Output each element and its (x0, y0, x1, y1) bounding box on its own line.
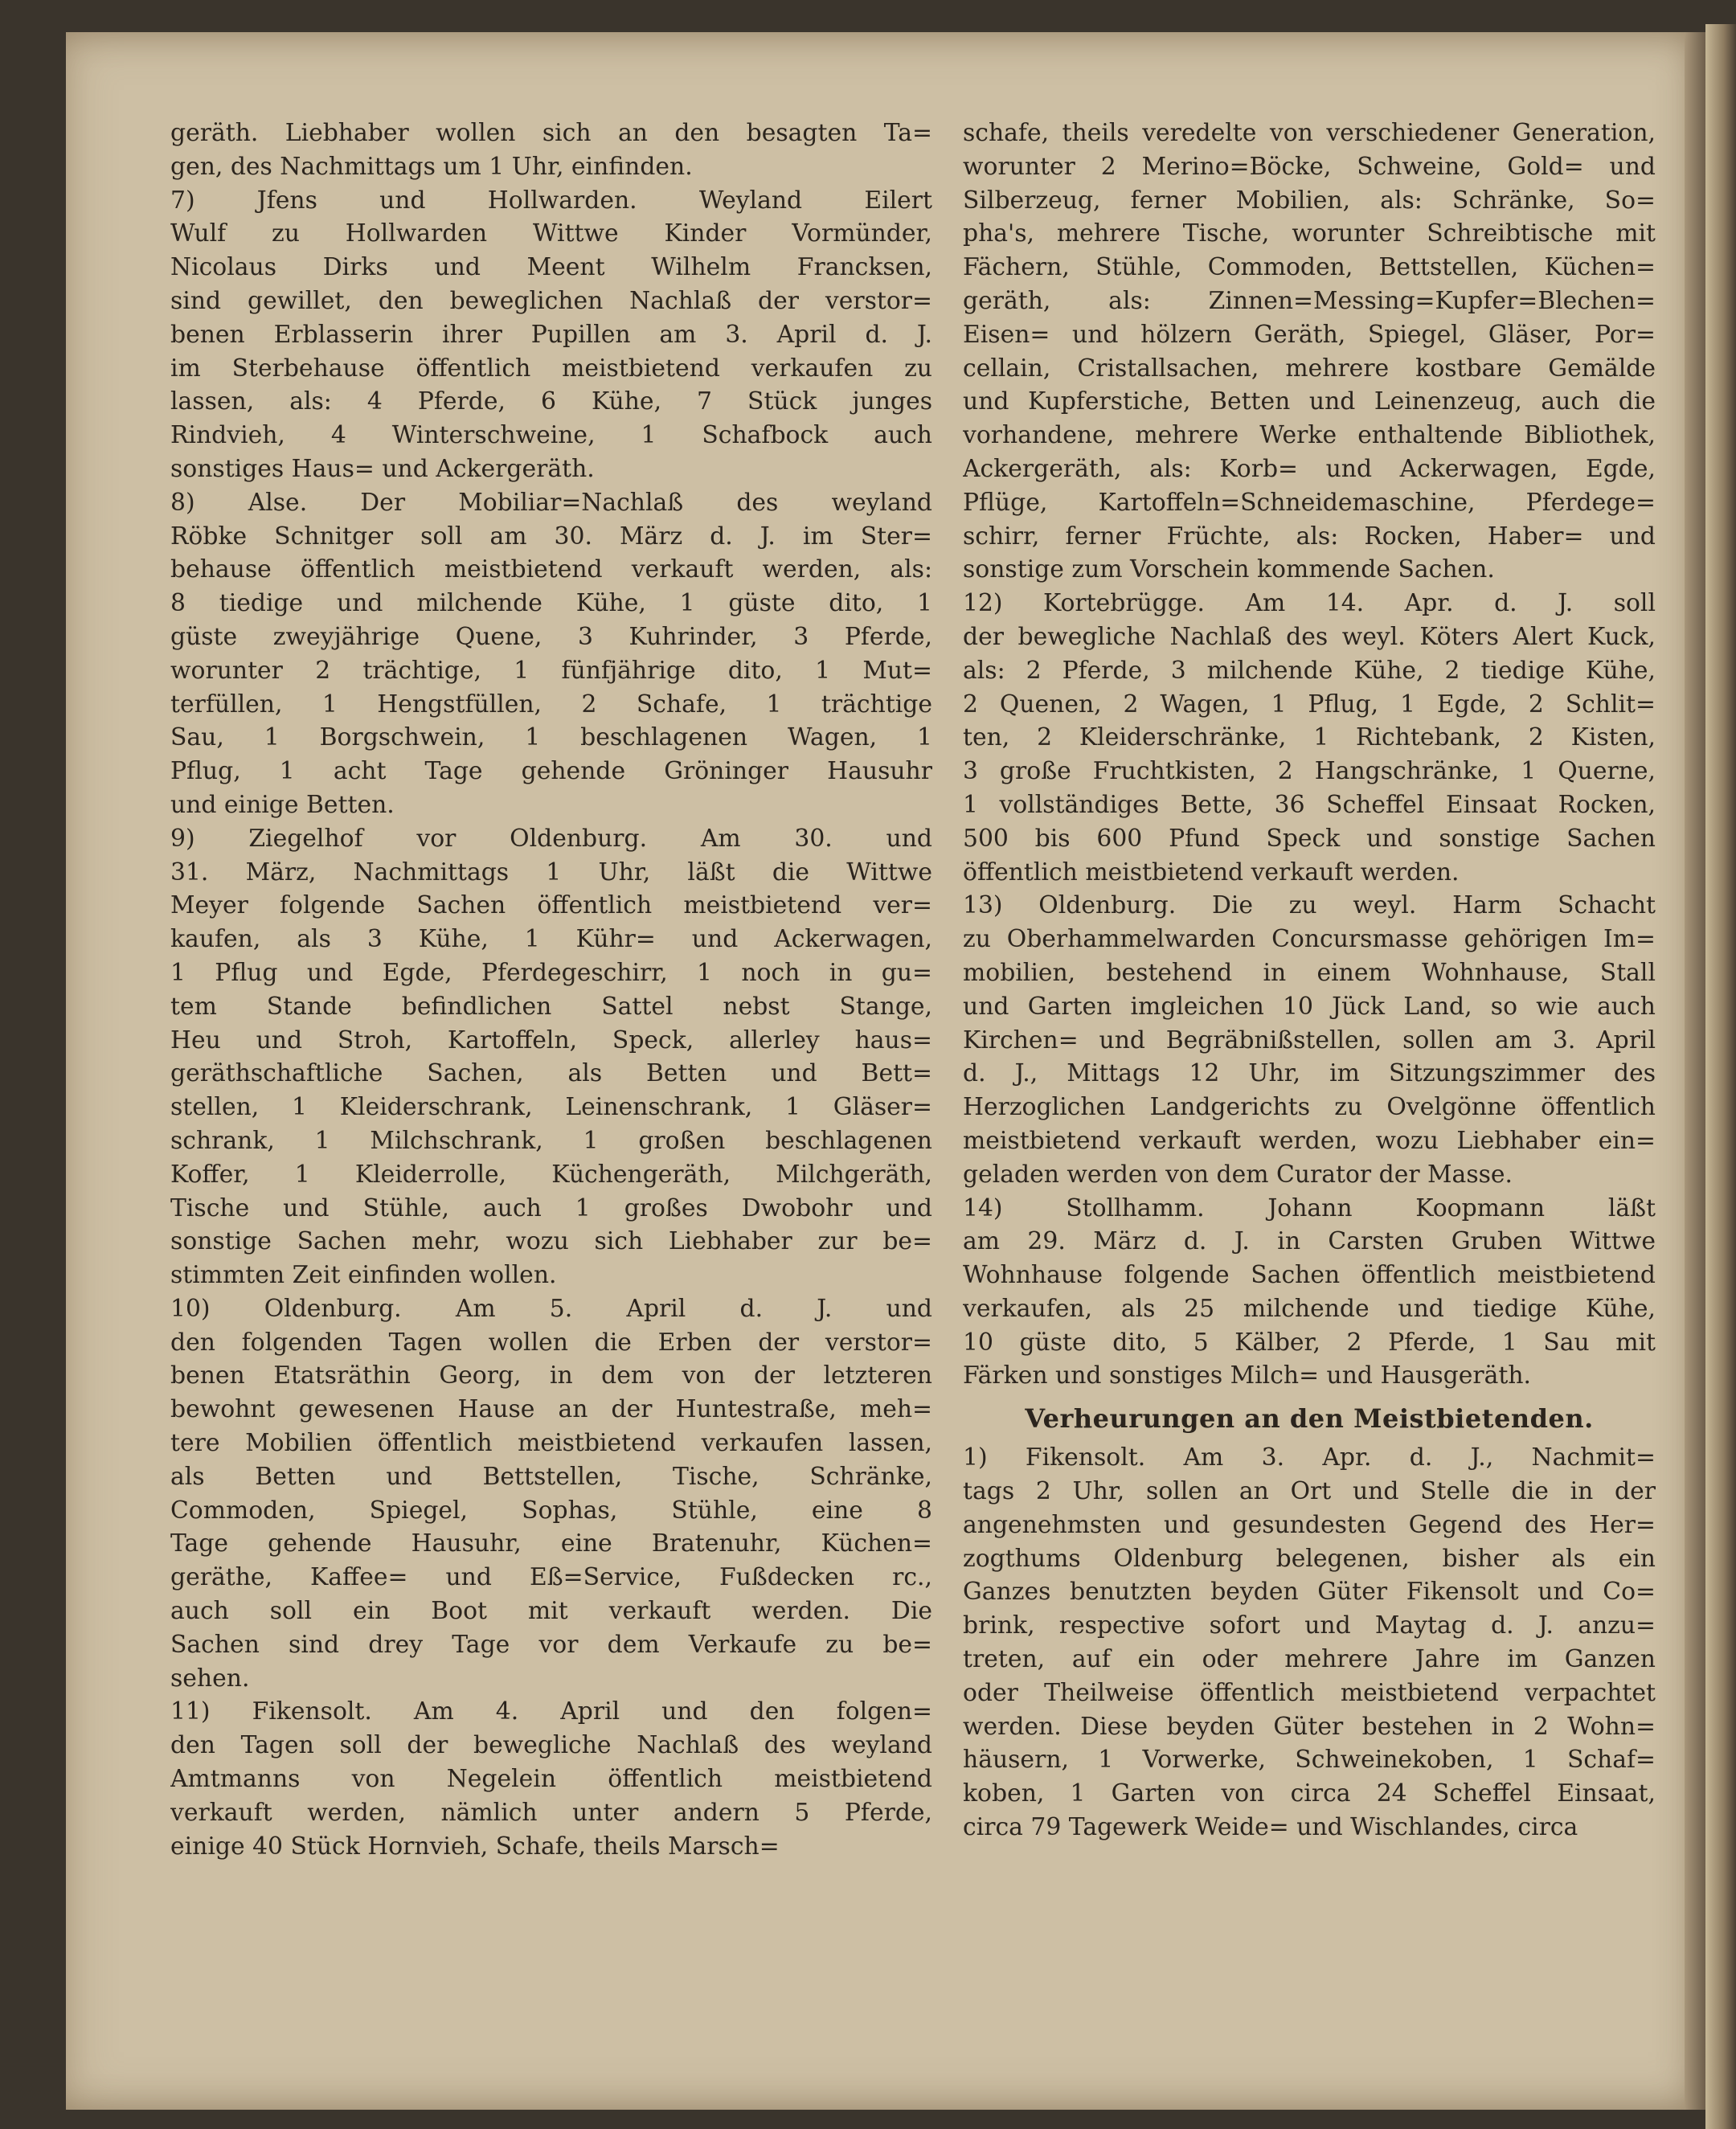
text-line: 7) Jfens und Hollwarden. Weyland Eilert (170, 186, 932, 215)
text-line: angenehmsten und gesundesten Gegend des Her= (963, 1510, 1656, 1539)
text-line: lassen, als: 4 Pferde, 6 Kühe, 7 Stück junges (170, 387, 932, 416)
text-line: zogthums Oldenburg belegenen, bisher als ein (963, 1544, 1656, 1573)
text-line: 1 Pflug und Egde, Pferdegeschirr, 1 noch in gu= (170, 958, 932, 987)
text-line: 2 Quenen, 2 Wagen, 1 Pflug, 1 Egde, 2 Schlit= (963, 690, 1656, 719)
text-line: im Sterbehause öffentlich meistbietend verkaufen zu (170, 354, 932, 383)
text-line: geräth, als: Zinnen=Messing=Kupfer=Blechen= (963, 286, 1656, 315)
text-line: Ganzes benutzten beyden Güter Fikensolt und Co= (963, 1578, 1656, 1607)
text-line: sonstige Sachen mehr, wozu sich Liebhaber zur be= (170, 1227, 932, 1256)
text-line: Eisen= und hölzern Geräth, Spiegel, Gläser, Por= (963, 320, 1656, 349)
text-line: bewohnt gewesenen Hause an der Huntestraße, meh= (170, 1395, 932, 1424)
text-line: 11) Fikensolt. Am 4. April und den folgen= (170, 1697, 932, 1726)
text-line: tem Stande befindlichen Sattel nebst Stange, (170, 992, 932, 1021)
text-line: Wohnhause folgende Sachen öffentlich meistbietend (963, 1261, 1656, 1290)
text-line: stimmten Zeit einfinden wollen. (170, 1261, 557, 1290)
text-line: Amtmanns von Negelein öffentlich meistbietend (170, 1765, 932, 1794)
text-line: Röbke Schnitger soll am 30. März d. J. im Ster= (170, 522, 932, 551)
text-line: Pflüge, Kartoffeln=Schneidemaschine, Pferdege= (963, 488, 1656, 517)
text-line: benen Erblasserin ihrer Pupillen am 3. April d. J. (170, 320, 932, 349)
text-line: brink, respective sofort und Maytag d. J. anzu= (963, 1611, 1656, 1640)
text-line: und Kupferstiche, Betten und Leinenzeug, auch die (963, 387, 1656, 416)
text-line: schafe, theils veredelte von verschiedener Generation, (963, 119, 1656, 147)
text-line: Herzoglichen Landgerichts zu Ovelgönne öffentlich (963, 1093, 1656, 1122)
text-line: verkauft werden, nämlich unter andern 5 Pferde, (170, 1798, 932, 1827)
text-line: 8) Alse. Der Mobiliar=Nachlaß des weyland (170, 488, 932, 517)
section-heading: Verheurungen an den Meistbietenden. (1025, 1403, 1594, 1435)
text-line: meistbietend verkauft werden, wozu Liebhaber ein= (963, 1126, 1656, 1155)
text-line: 13) Oldenburg. Die zu weyl. Harm Schacht (963, 891, 1656, 920)
text-line: als Betten und Bettstellen, Tische, Schränke, (170, 1462, 932, 1491)
text-line: auch soll ein Boot mit verkauft werden. Die (170, 1597, 932, 1626)
text-line: Sachen sind drey Tage vor dem Verkaufe zu be= (170, 1630, 932, 1659)
text-line: 1 vollständiges Bette, 36 Scheffel Einsaat Rocken, (963, 790, 1656, 819)
text-line: geräthe, Kaffee= und Eß=Service, Fußdecken rc., (170, 1563, 932, 1592)
text-line: als: 2 Pferde, 3 milchende Kühe, 2 tiedige Kühe, (963, 656, 1656, 685)
text-line: schrank, 1 Milchschrank, 1 großen beschlagenen (170, 1126, 932, 1155)
text-line: den folgenden Tagen wollen die Erben der verstor= (170, 1328, 932, 1357)
text-line: 14) Stollhamm. Johann Koopmann läßt (963, 1193, 1656, 1222)
text-line: am 29. März d. J. in Carsten Gruben Wittwe (963, 1227, 1656, 1256)
right-column-top-text (963, 117, 1656, 1393)
page-edge (1705, 24, 1736, 2129)
text-line: sind gewillet, den beweglichen Nachlaß der verstor= (170, 286, 932, 315)
text-line: Meyer folgende Sachen öffentlich meistbietend ver= (170, 891, 932, 920)
text-line: sehen. (170, 1664, 250, 1693)
right-column-bottom-text (963, 1441, 1656, 1844)
text-line: Kirchen= und Begräbnißstellen, sollen am 3. April (963, 1026, 1656, 1054)
text-line: pha's, mehrere Tische, worunter Schreibtische mit (963, 219, 1656, 248)
text-line: Nicolaus Dirks und Meent Wilhelm Francksen, (170, 253, 932, 282)
text-line: geräth. Liebhaber wollen sich an den besagten Ta= (170, 119, 932, 147)
right-column (963, 117, 1656, 1844)
text-line: gen, des Nachmittags um 1 Uhr, einfinden. (170, 152, 693, 181)
book-gutter (1685, 32, 1705, 2110)
text-line: worunter 2 Merino=Böcke, Schweine, Gold= und (963, 152, 1656, 181)
text-line: und Garten imgleichen 10 Jück Land, so wie auch (963, 992, 1656, 1021)
text-line: worunter 2 trächtige, 1 fünfjährige dito, 1 Mut= (170, 656, 932, 685)
text-line: koben, 1 Garten von circa 24 Scheffel Einsaat, (963, 1779, 1656, 1808)
text-line: häusern, 1 Vorwerke, Schweinekoben, 1 Schaf= (963, 1746, 1656, 1775)
text-line: Fächern, Stühle, Commoden, Bettstellen, Küchen= (963, 253, 1656, 282)
text-line: Tage gehende Hausuhr, eine Bratenuhr, Küchen= (170, 1529, 932, 1558)
left-column (170, 117, 932, 1863)
text-line: den Tagen soll der bewegliche Nachlaß des weyland (170, 1731, 932, 1760)
text-line: oder Theilweise öffentlich meistbietend verpachtet (963, 1678, 1656, 1707)
text-line: zu Oberhammelwarden Concursmasse gehörigen Im= (963, 925, 1656, 954)
text-line: 500 bis 600 Pfund Speck und sonstige Sachen (963, 824, 1656, 853)
text-line: tags 2 Uhr, sollen an Ort und Stelle die in der (963, 1477, 1656, 1506)
text-line: sonstiges Haus= und Ackergeräth. (170, 454, 595, 483)
text-line: Tische und Stühle, auch 1 großes Dwobohr und (170, 1193, 932, 1222)
text-line: sonstige zum Vorschein kommende Sachen. (963, 555, 1495, 584)
text-line: 12) Kortebrügge. Am 14. Apr. d. J. soll (963, 589, 1656, 618)
text-line: verkaufen, als 25 milchende und tiedige Kühe, (963, 1294, 1656, 1323)
text-line: Rindvieh, 4 Winterschweine, 1 Schafbock auch (170, 421, 932, 450)
text-line: Silberzeug, ferner Mobilien, als: Schränke, So= (963, 186, 1656, 215)
text-line: d. J., Mittags 12 Uhr, im Sitzungszimmer des (963, 1059, 1656, 1088)
text-line: Heu und Stroh, Kartoffeln, Speck, allerley haus= (170, 1026, 932, 1054)
text-line: 8 tiedige und milchende Kühe, 1 güste dito, 1 (170, 589, 932, 618)
text-line: behause öffentlich meistbietend verkauft werden, als: (170, 555, 932, 584)
text-line: cellain, Cristallsachen, mehrere kostbare Gemälde (963, 354, 1656, 383)
text-line: 9) Ziegelhof vor Oldenburg. Am 30. und (170, 824, 932, 853)
text-line: 1) Fikensolt. Am 3. Apr. d. J., Nachmit= (963, 1443, 1656, 1472)
text-line: Färken und sonstiges Milch= und Hausgeräth. (963, 1361, 1532, 1390)
text-line: benen Etatsräthin Georg, in dem von der letzteren (170, 1361, 932, 1390)
text-line: Koffer, 1 Kleiderrolle, Küchengeräth, Milchgeräth, (170, 1160, 932, 1189)
text-line: geräthschaftliche Sachen, als Betten und Bett= (170, 1059, 932, 1088)
text-line: ten, 2 Kleiderschränke, 1 Richtebank, 2 Kisten, (963, 723, 1656, 752)
text-line: öffentlich meistbietend verkauft werden. (963, 858, 1460, 886)
text-line: der bewegliche Nachlaß des weyl. Köters Alert Kuck, (963, 622, 1656, 651)
text-line: güste zweyjährige Quene, 3 Kuhrinder, 3 Pferde, (170, 622, 932, 651)
text-line: geladen werden von dem Curator der Masse. (963, 1160, 1513, 1189)
text-line: einige 40 Stück Hornvieh, Schafe, theils Marsch= (170, 1832, 780, 1861)
text-line: circa 79 Tagewerk Weide= und Wischlandes, circa (963, 1813, 1578, 1842)
text-line: Commoden, Spiegel, Sophas, Stühle, eine 8 (170, 1496, 932, 1525)
text-line: Ackergeräth, als: Korb= und Ackerwagen, Egde, (963, 454, 1656, 483)
text-line: tere Mobilien öffentlich meistbietend verkaufen lassen, (170, 1429, 932, 1458)
text-line: vorhandene, mehrere Werke enthaltende Bibliothek, (963, 421, 1656, 450)
text-line: Pflug, 1 acht Tage gehende Gröninger Hausuhr (170, 757, 932, 786)
text-line: Wulf zu Hollwarden Wittwe Kinder Vormünder, (170, 219, 932, 248)
text-line: treten, auf ein oder mehrere Jahre im Ganzen (963, 1645, 1656, 1674)
text-line: 10 güste dito, 5 Kälber, 2 Pferde, 1 Sau mit (963, 1328, 1656, 1357)
text-line: und einige Betten. (170, 790, 395, 819)
text-line: 31. März, Nachmittags 1 Uhr, läßt die Wittwe (170, 858, 932, 886)
text-line: stellen, 1 Kleiderschrank, Leinenschrank, 1 Gläser= (170, 1093, 932, 1122)
text-line: 10) Oldenburg. Am 5. April d. J. und (170, 1294, 932, 1323)
text-line: kaufen, als 3 Kühe, 1 Kühr= und Ackerwagen, (170, 925, 932, 954)
text-line: 3 große Fruchtkisten, 2 Hangschränke, 1 Querne, (963, 757, 1656, 786)
text-line: mobilien, bestehend in einem Wohnhause, Stall (963, 958, 1656, 987)
text-line: schirr, ferner Früchte, als: Rocken, Haber= und (963, 522, 1656, 551)
text-line: werden. Diese beyden Güter bestehen in 2 Wohn= (963, 1712, 1656, 1741)
text-line: Sau, 1 Borgschwein, 1 beschlagenen Wagen, 1 (170, 723, 932, 752)
text-line: terfüllen, 1 Hengstfüllen, 2 Schafe, 1 trächtige (170, 690, 932, 719)
